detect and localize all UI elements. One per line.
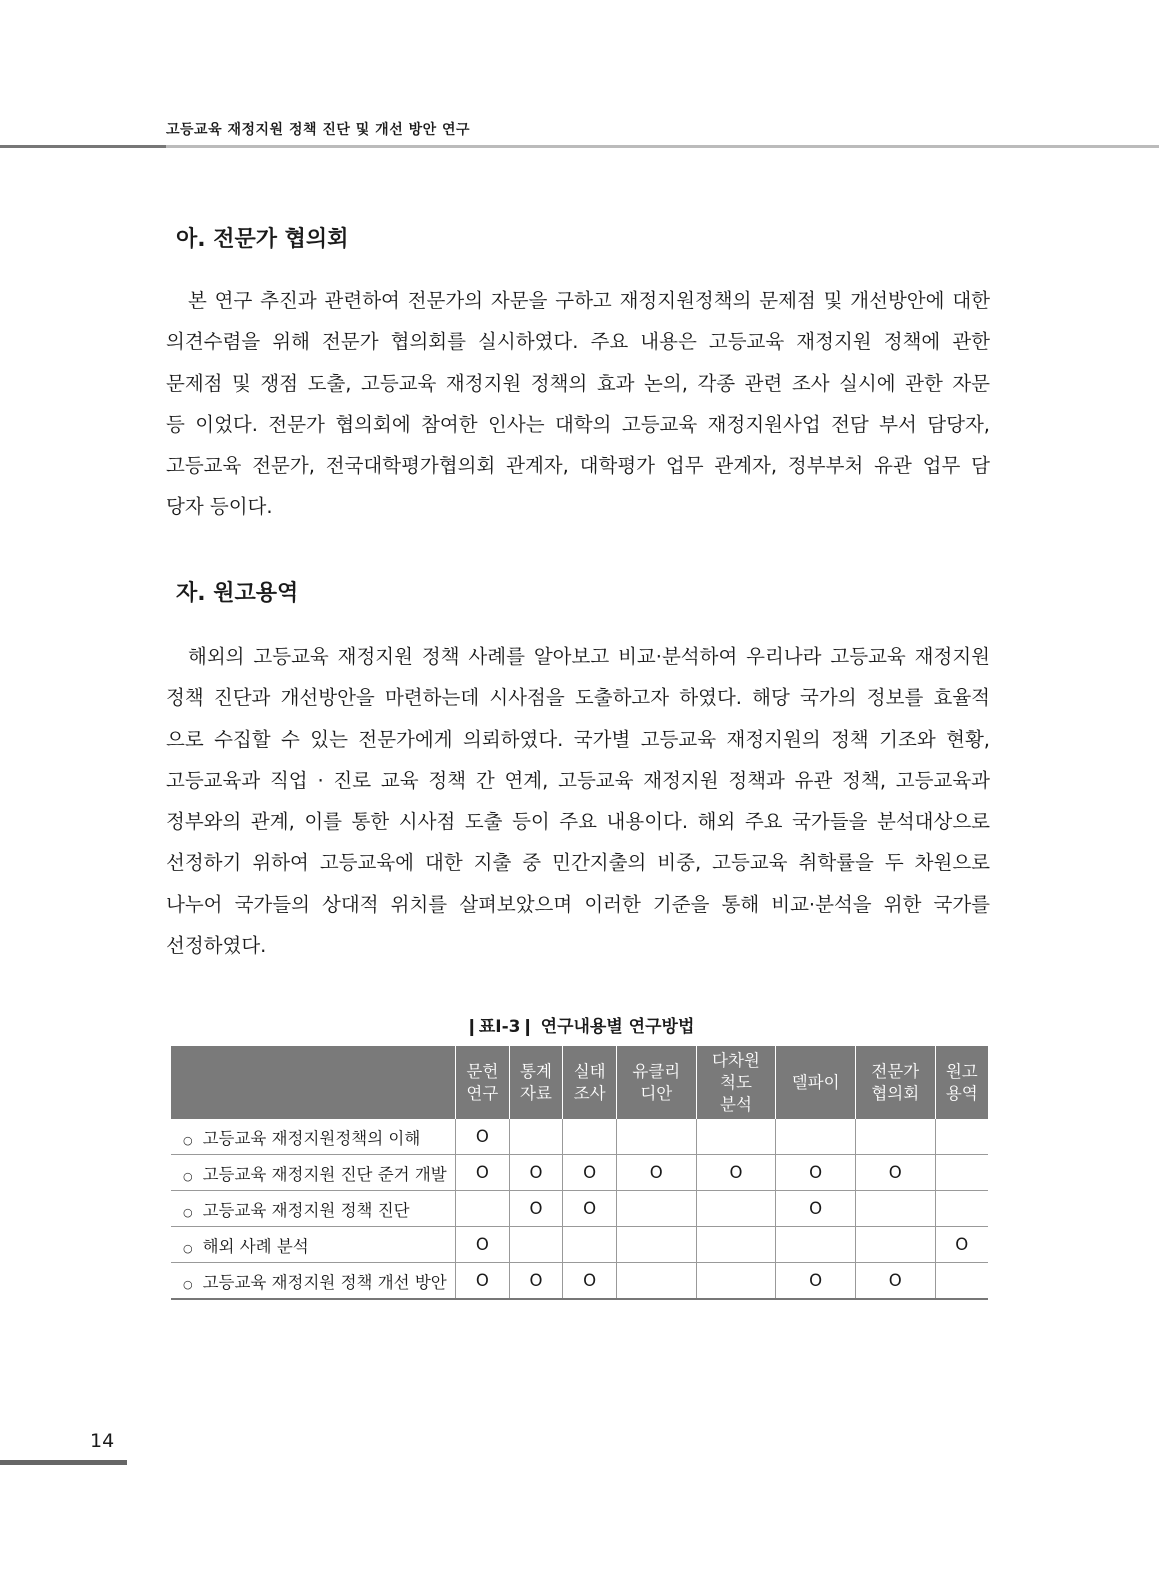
section-heading-expert-council: 아. 전문가 협의회 — [176, 227, 349, 252]
bullet-icon: ○ — [183, 1205, 193, 1219]
table-cell: O — [456, 1263, 510, 1300]
paragraph-line: 고등교육 전문가, 전국대학평가협의회 관계자, 대학평가 업무 관계자, 정부부처 유관 업무 담 — [166, 454, 990, 478]
table-cell: O — [563, 1191, 617, 1227]
table-cell — [616, 1263, 696, 1300]
bullet-icon: ○ — [183, 1241, 193, 1255]
table-cell — [855, 1119, 935, 1155]
table-cell: O — [456, 1227, 510, 1263]
page-number: 14 — [90, 1430, 115, 1452]
table-cell — [456, 1191, 510, 1227]
column-header: 실태 조사 — [563, 1046, 617, 1119]
bullet-icon: ○ — [183, 1277, 193, 1291]
paragraph-line: 선정하기 위하여 고등교육에 대한 지출 중 민간지출의 비중, 고등교육 취학률을 두 차원으로 — [166, 851, 990, 875]
table-cell: O — [509, 1155, 563, 1191]
row-label-text: 해외 사례 분석 — [202, 1236, 309, 1256]
paragraph-line: 당자 등이다. — [166, 495, 273, 519]
table-cell — [616, 1191, 696, 1227]
table-cell — [563, 1227, 617, 1263]
table-row — [171, 1119, 988, 1155]
table-cell — [776, 1227, 856, 1263]
table-cell — [935, 1263, 988, 1300]
row-label — [171, 1155, 456, 1191]
paragraph-line: 나누어 국가들의 상대적 위치를 살펴보았으며 이러한 기준을 통해 비교·분석을 위한 국가를 — [166, 892, 990, 916]
table-row — [171, 1155, 988, 1191]
paragraph-line: 문제점 및 쟁점 도출, 고등교육 재정지원 정책의 효과 논의, 각종 관련 조사 실시에 관한 자문 — [166, 371, 990, 395]
table-cell: O — [509, 1263, 563, 1300]
paragraph-outsourcing — [166, 636, 990, 966]
section-heading-outsourcing: 자. 원고용역 — [176, 581, 299, 606]
bullet-icon: ○ — [183, 1169, 193, 1183]
table-cell: O — [509, 1191, 563, 1227]
column-header: 델파이 — [776, 1046, 856, 1119]
table-cell — [935, 1191, 988, 1227]
column-header: 다차원 척도 분석 — [696, 1046, 776, 1119]
paragraph-line: 으로 수집할 수 있는 전문가에게 의뢰하였다. 국가별 고등교육 재정지원의 정책 기조와 현황, — [166, 727, 990, 751]
column-header: 유클리 디안 — [616, 1046, 696, 1119]
table-cell: O — [935, 1227, 988, 1263]
table-cell — [696, 1191, 776, 1227]
row-label — [171, 1119, 456, 1155]
table-row — [171, 1191, 988, 1227]
row-label-text: 고등교육 재정지원 진단 준거 개발 — [202, 1164, 447, 1184]
table-caption: ❙표Ⅰ-3❙ 연구내용별 연구방법 — [464, 1017, 695, 1037]
table-cell: O — [776, 1263, 856, 1300]
table-cell: O — [456, 1155, 510, 1191]
research-methods-table — [171, 1046, 988, 1300]
paragraph-expert-council — [166, 280, 990, 528]
table-cell: O — [616, 1155, 696, 1191]
table-cell — [509, 1119, 563, 1155]
table-cell: O — [456, 1119, 510, 1155]
table-cell: O — [776, 1155, 856, 1191]
table-cell — [563, 1119, 617, 1155]
row-label-text: 고등교육 재정지원 정책 개선 방안 — [202, 1272, 447, 1292]
paragraph-line: 정책 진단과 개선방안을 마련하는데 시사점을 도출하고자 하였다. 해당 국가의 정보를 효율적 — [166, 686, 990, 710]
table-cell: O — [563, 1263, 617, 1300]
paragraph-line: 고등교육과 직업 · 진로 교육 정책 간 연계, 고등교육 재정지원 정책과 유관 정책, 고등교육과 — [166, 768, 990, 792]
header-rule-light — [166, 145, 1159, 148]
table-cell: O — [696, 1155, 776, 1191]
paragraph-line: 해외의 고등교육 재정지원 정책 사례를 알아보고 비교·분석하여 우리나라 고등교육 재정지원 — [188, 645, 990, 668]
table-row — [171, 1263, 988, 1300]
row-label — [171, 1227, 456, 1263]
header-rule-dark — [0, 145, 166, 148]
table-cell: O — [776, 1191, 856, 1227]
column-header: 전문가 협의회 — [855, 1046, 935, 1119]
table-cell — [855, 1227, 935, 1263]
paragraph-line: 등 이었다. 전문가 협의회에 참여한 인사는 대학의 고등교육 재정지원사업 전담 부서 담당자, — [166, 412, 990, 436]
table-cell — [935, 1155, 988, 1191]
row-label — [171, 1191, 456, 1227]
table-row — [171, 1227, 988, 1263]
running-title: 고등교육 재정지원 정책 진단 및 개선 방안 연구 — [166, 122, 471, 138]
paragraph-line: 선정하였다. — [166, 934, 267, 958]
table-cell — [855, 1191, 935, 1227]
column-header: 원고 용역 — [935, 1046, 988, 1119]
table-cell — [696, 1263, 776, 1300]
table-cell: O — [563, 1155, 617, 1191]
header-blank — [171, 1046, 456, 1119]
column-header: 통계 자료 — [509, 1046, 563, 1119]
table-cell — [616, 1119, 696, 1155]
column-header: 문헌 연구 — [456, 1046, 510, 1119]
row-label-text: 고등교육 재정지원정책의 이해 — [202, 1128, 421, 1148]
table-cell — [696, 1119, 776, 1155]
table-cell — [616, 1227, 696, 1263]
paragraph-line: 의견수렴을 위해 전문가 협의회를 실시하였다. 주요 내용은 고등교육 재정지원 정책에 관한 — [166, 330, 990, 354]
row-label-text: 고등교육 재정지원 정책 진단 — [202, 1200, 410, 1220]
table-cell — [935, 1119, 988, 1155]
footer-rule — [0, 1460, 127, 1465]
paragraph-line: 정부와의 관계, 이를 통한 시사점 도출 등이 주요 내용이다. 해외 주요 국가들을 분석대상으로 — [166, 810, 990, 834]
table-cell — [509, 1227, 563, 1263]
bullet-icon: ○ — [183, 1133, 193, 1147]
table-cell — [696, 1227, 776, 1263]
table-cell: O — [855, 1155, 935, 1191]
row-label — [171, 1263, 456, 1300]
table-cell: O — [855, 1263, 935, 1300]
table-cell — [776, 1119, 856, 1155]
paragraph-line: 본 연구 추진과 관련하여 전문가의 자문을 구하고 재정지원정책의 문제점 및 개선방안에 대한 — [188, 289, 990, 312]
